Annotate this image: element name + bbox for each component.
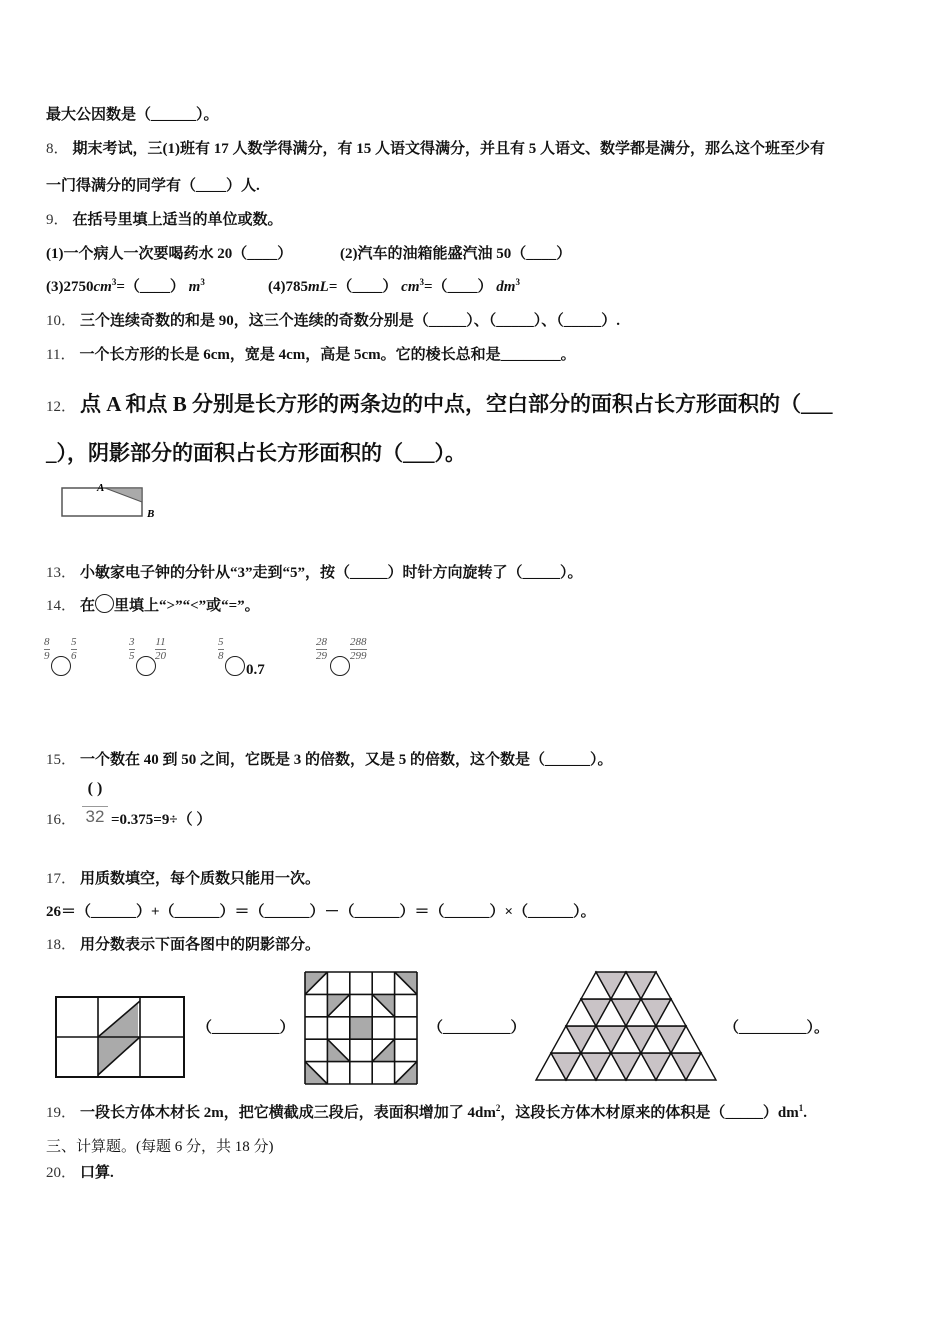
point-a-label: A (97, 482, 105, 494)
question-number: 10． (46, 313, 77, 329)
fraction-denominator: 32 (82, 806, 108, 827)
fraction (155, 636, 166, 663)
question-number: 9． (46, 212, 69, 228)
fraction (71, 636, 77, 663)
t: =（____） (328, 279, 398, 295)
question-number: 16． (46, 812, 77, 828)
t: =（____） (423, 279, 493, 295)
question-10 (46, 309, 620, 330)
question-11 (46, 343, 576, 364)
denominator: 20 (155, 650, 166, 662)
fraction-numerator: ( ) (87, 780, 103, 797)
t: 里填上“>”“<”或“=”。 (114, 598, 260, 614)
question-12 (46, 388, 833, 418)
question-text: 一个数在 40 到 50 之间，它既是 3 的倍数，又是 5 的倍数，这个数是（______）。 (80, 752, 613, 768)
numerator: 8 (44, 636, 50, 648)
question-number: 11． (46, 347, 76, 363)
question-text: 一个长方形的长是 6cm，宽是 4cm，高是 5cm。它的棱长总和是________。 (79, 347, 576, 363)
sup: 3 (200, 277, 205, 287)
rectangle-grid-figure (54, 995, 186, 1083)
fraction (316, 636, 327, 663)
question-text: 用质数填空，每个质数只能用一次。 (80, 871, 321, 887)
question-13 (46, 561, 583, 582)
question-15 (46, 748, 613, 769)
question-text: ，这段长方体木材原来的体积是（_____）dm (500, 1105, 799, 1121)
numerator: 5 (218, 636, 224, 648)
fraction (44, 636, 50, 663)
question-number: 19． (46, 1105, 77, 1121)
question-text: 小敏家电子钟的分针从“3”走到“5”，按（_____）时针方向旋转了（_____）。 (80, 565, 583, 581)
fraction (218, 636, 224, 663)
unit: cm (93, 279, 112, 295)
question-16 (46, 808, 80, 829)
question-number: 8． (46, 141, 69, 157)
t: =（____） (116, 279, 185, 295)
question-20 (46, 1161, 114, 1182)
question-text: 在括号里填上适当的单位或数。 (72, 212, 283, 228)
trapezoid-triangle-figure (530, 968, 722, 1084)
question-number: 13． (46, 565, 77, 581)
question-9 (46, 208, 283, 229)
question-18 (46, 933, 320, 954)
question-14 (46, 594, 260, 615)
question-19 (46, 1101, 807, 1122)
numerator: 11 (155, 636, 166, 648)
sup: 2 (495, 1103, 501, 1113)
question-17-equation: 26＝（______）+（______）＝（______）－（______）＝（______）×（______）。 (46, 904, 596, 920)
question-8 (46, 137, 825, 158)
shaded-square (350, 1017, 372, 1039)
denominator: 6 (71, 650, 77, 662)
question-9-part1: (1)一个病人一次要喝药水 20（____） (46, 246, 293, 262)
q7-tail: 最大公因数是（______）。 (46, 107, 219, 123)
unit: m (188, 279, 201, 295)
square-grid-figure (303, 970, 419, 1086)
denominator: 299 (350, 650, 367, 662)
question-8-line2: 一门得满分的同学有（____）人. (46, 178, 260, 194)
t: 在 (80, 598, 96, 614)
unit: dm (496, 279, 516, 295)
numerator: 5 (71, 636, 77, 648)
question-17 (46, 867, 320, 888)
point-b-label: B (147, 508, 155, 520)
question-number: 18． (46, 937, 77, 953)
t: (3)2750 (46, 279, 94, 295)
question-9-part3 (46, 275, 205, 296)
question-text: 点 A 和点 B 分别是长方形的两条边的中点，空白部分的面积占长方形面积的（___ (80, 392, 833, 416)
answer-blank[interactable]: （_________） (428, 1020, 526, 1036)
compare-circle[interactable] (330, 656, 350, 676)
question-number: 14． (46, 598, 77, 614)
question-9-part4 (268, 275, 520, 296)
fraction (129, 636, 135, 663)
circle-icon (95, 594, 114, 613)
answer-blank[interactable]: （_________）。 (724, 1020, 830, 1036)
question-text: 三个连续奇数的和是 90，这三个连续的奇数分别是（_____）、（_____）、（_____）. (80, 313, 621, 329)
sup: 1 (798, 1103, 804, 1113)
rectangle-ab-figure (55, 480, 175, 530)
sup: 3 (111, 277, 117, 287)
numerator: 28 (316, 636, 327, 648)
decimal-value: 0.7 (246, 662, 265, 678)
question-12-line2: _），阴影部分的面积占长方形面积的（___）。 (46, 441, 466, 465)
compare-circle[interactable] (136, 656, 156, 676)
t: . (803, 1105, 807, 1121)
question-9-part2: (2)汽车的油箱能盛汽油 50（____） (340, 246, 572, 262)
question-text: 期末考试，三(1)班有 17 人数学得满分，有 15 人语文得满分，并且有 5 人语文、数学都是满分，那么这个班至少有 (72, 141, 826, 157)
denominator: 9 (44, 650, 50, 662)
denominator: 5 (129, 650, 135, 662)
denominator: 8 (218, 650, 224, 662)
question-text: 一段长方体木材长 2m，把它横截成三段后，表面积增加了 4dm (80, 1105, 496, 1121)
question-16-rest: =0.375=9÷（ ） (111, 812, 212, 828)
unit: cm (401, 279, 420, 295)
sup: 3 (419, 277, 424, 287)
denominator: 29 (316, 650, 327, 662)
t: (4)785 (268, 279, 308, 295)
answer-blank[interactable]: （_________） (197, 1020, 295, 1036)
compare-circle[interactable] (51, 656, 71, 676)
question-number: 15． (46, 752, 77, 768)
sup: 3 (515, 277, 520, 287)
compare-circle[interactable] (225, 656, 245, 676)
unit: mL (308, 279, 329, 295)
section-heading: 三、计算题。(每题 6 分，共 18 分) (46, 1139, 274, 1155)
numerator: 288 (350, 636, 367, 648)
question-number: 20． (46, 1165, 77, 1181)
question-number: 12． (46, 399, 77, 415)
fraction (350, 636, 367, 663)
question-text: 用分数表示下面各图中的阴影部分。 (80, 937, 321, 953)
numerator: 3 (129, 636, 135, 648)
question-number: 17． (46, 871, 77, 887)
question-text: 口算. (80, 1165, 114, 1181)
